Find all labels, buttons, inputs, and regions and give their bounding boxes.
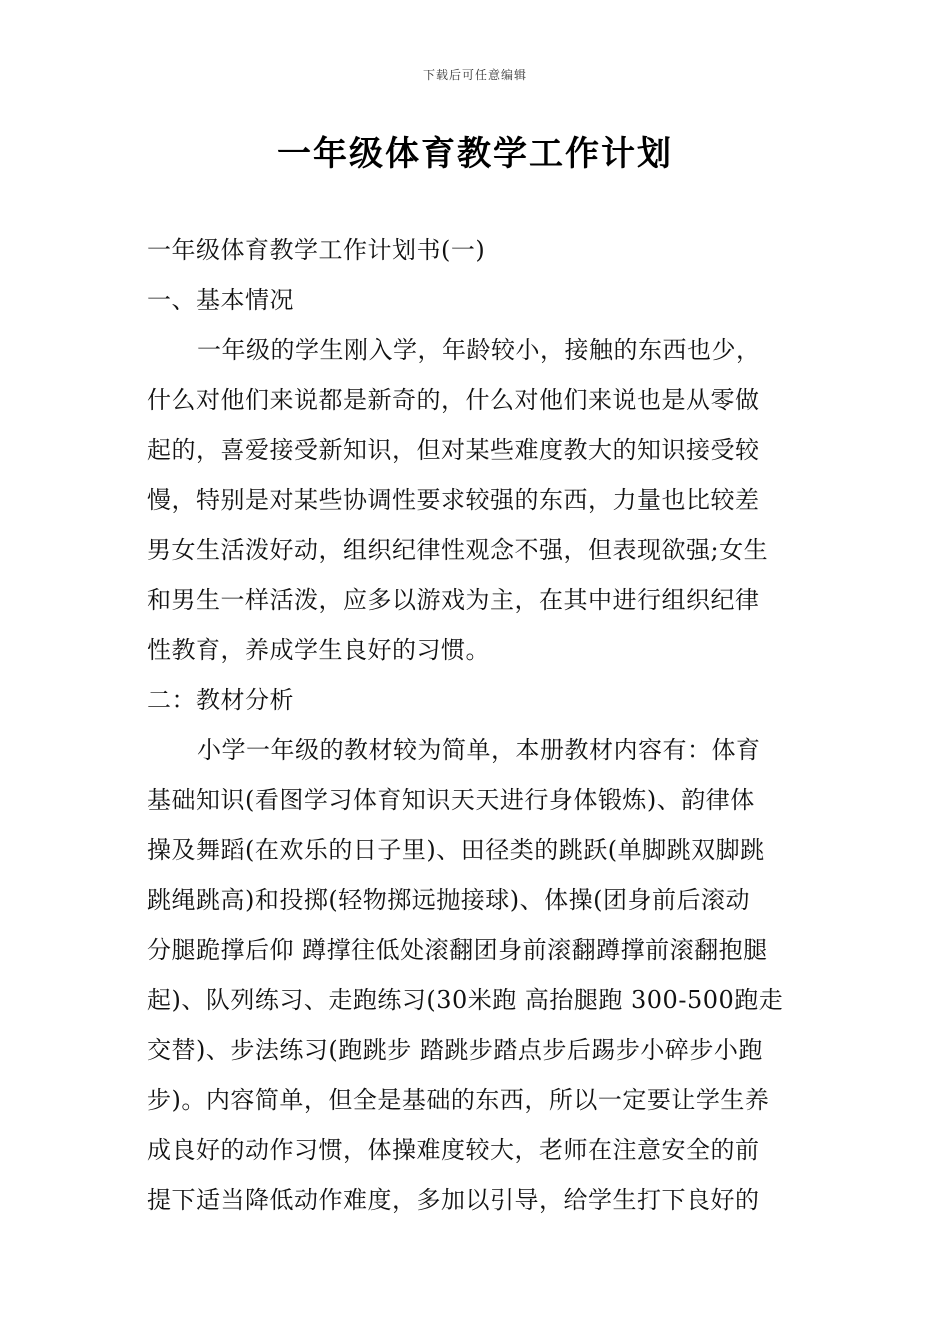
section-heading-materials-analysis: 二：教材分析 (147, 686, 294, 714)
paragraph-line: 和男生一样活泼，应多以游戏为主，在其中进行组织纪律 (147, 586, 760, 614)
paragraph-line: 什么对他们来说都是新奇的，什么对他们来说也是从零做 (147, 386, 760, 414)
paragraph-line: 慢，特别是对某些协调性要求较强的东西，力量也比较差 (147, 486, 760, 514)
header-note: 下载后可任意编辑 (422, 68, 527, 82)
paragraph-line: 交替)、步法练习(跑跳步 踏跳步踏点步后踢步小碎步小跑 (147, 1036, 763, 1064)
paragraph-line: 分腿跪撑后仰 蹲撑往低处滚翻团身前滚翻蹲撑前滚翻抱腿 (147, 936, 768, 964)
plan-subtitle: 一年级体育教学工作计划书(一) (147, 236, 486, 264)
paragraph-line: 操及舞蹈(在欢乐的日子里)、田径类的跳跃(单脚跳双脚跳 (147, 836, 765, 864)
paragraph-line: 提下适当降低动作难度，多加以引导，给学生打下良好的 (147, 1186, 760, 1214)
paragraph-line: 步)。内容简单，但全是基础的东西，所以一定要让学生养 (147, 1086, 770, 1114)
paragraph-line: 基础知识(看图学习体育知识天天进行身体锻炼)、韵律体 (147, 786, 755, 814)
paragraph-line: 小学一年级的教材较为简单，本册教材内容有：体育 (197, 736, 761, 764)
paragraph-line: 性教育，养成学生良好的习惯。 (147, 636, 490, 664)
paragraph-line: 跳绳跳高)和投掷(轻物掷远抛接球)、体操(团身前后滚动 (147, 886, 750, 914)
document-body (147, 225, 807, 1225)
section-heading-basic-situation: 一、基本情况 (147, 286, 294, 314)
paragraph-line: 成良好的动作习惯，体操难度较大，老师在注意安全的前 (147, 1136, 760, 1164)
paragraph-basic-situation (147, 325, 807, 675)
paragraph-line: 一年级的学生刚入学，年龄较小，接触的东西也少， (197, 336, 761, 364)
paragraph-line: 起的，喜爱接受新知识，但对某些难度教大的知识接受较 (147, 436, 760, 464)
paragraph-materials-analysis (147, 725, 807, 1225)
paragraph-line: 起)、队列练习、走跑练习(30米跑 高抬腿跑 300-500跑走 (147, 986, 784, 1014)
document-title: 一年级体育教学工作计划 (277, 134, 673, 174)
paragraph-line: 男女生活泼好动，组织纪律性观念不强，但表现欲强;女生 (147, 536, 769, 564)
